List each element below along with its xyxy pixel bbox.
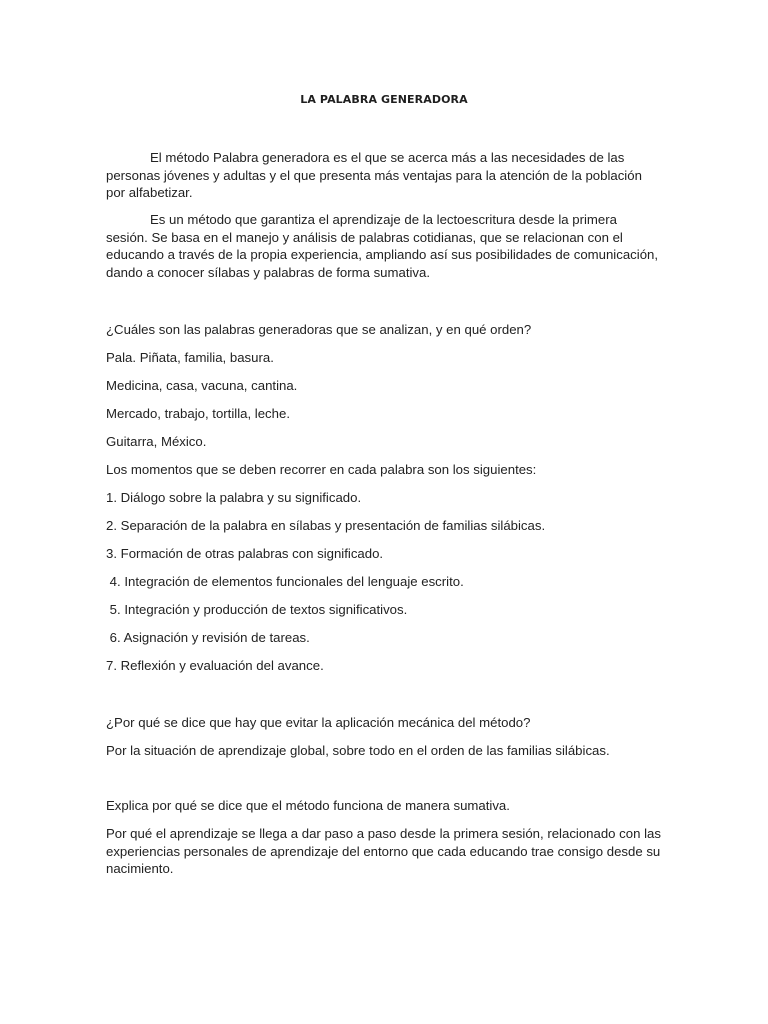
answer-2: Por la situación de aprendizaje global, sobre todo en el orden de las familias silábicas.	[106, 743, 610, 758]
answer-3: Por qué el aprendizaje se llega a dar paso a paso desde la primera sesión, relacionado con las experiencias personales de aprendizaje del entorno que cada educando trae consigo desde su nacimiento.	[106, 826, 661, 876]
moment-item-3: 3. Formación de otras palabras con significado.	[106, 546, 384, 561]
intro-paragraph-1	[106, 149, 662, 202]
moment-item-2: 2. Separación de la palabra en sílabas y presentación de familias silábicas.	[106, 518, 546, 533]
intro-paragraph-1-text: El método Palabra generadora es el que se acerca más a las necesidades de las personas jóvenes y adultas y el que presenta más ventajas para la atención de la población por alfabetizar.	[106, 150, 642, 200]
moment-item-6: 6. Asignación y revisión de tareas.	[106, 630, 310, 645]
question-1: ¿Cuáles son las palabras generadoras que se analizan, y en qué orden?	[106, 322, 532, 337]
word-group-1: Pala. Piñata, familia, basura.	[106, 350, 274, 365]
word-group-4: Guitarra, México.	[106, 434, 207, 449]
moment-item-5: 5. Integración y producción de textos significativos.	[106, 602, 408, 617]
moment-item-1: 1. Diálogo sobre la palabra y su significado.	[106, 490, 362, 505]
intro-paragraph-2	[106, 211, 662, 281]
question-3: Explica por qué se dice que el método funciona de manera sumativa.	[106, 798, 510, 813]
word-group-2: Medicina, casa, vacuna, cantina.	[106, 378, 298, 393]
intro-paragraph-2-text: Es un método que garantiza el aprendizaje de la lectoescritura desde la primera sesión. Se basa en el manejo y análisis de palabras cotidianas, que se relacionan con el educando a través de la propia experiencia, ampliando así sus posibilidades de comunicación, dando a conocer sílabas y palabras de forma sumativa.	[106, 212, 659, 280]
word-group-3: Mercado, trabajo, tortilla, leche.	[106, 406, 290, 421]
moment-item-7: 7. Reflexión y evaluación del avance.	[106, 658, 324, 673]
moment-item-4: 4. Integración de elementos funcionales del lenguaje escrito.	[106, 574, 464, 589]
document-title: LA PALABRA GENERADORA	[300, 93, 468, 106]
moments-intro: Los momentos que se deben recorrer en cada palabra son los siguientes:	[106, 462, 537, 477]
question-2: ¿Por qué se dice que hay que evitar la aplicación mecánica del método?	[106, 715, 531, 730]
